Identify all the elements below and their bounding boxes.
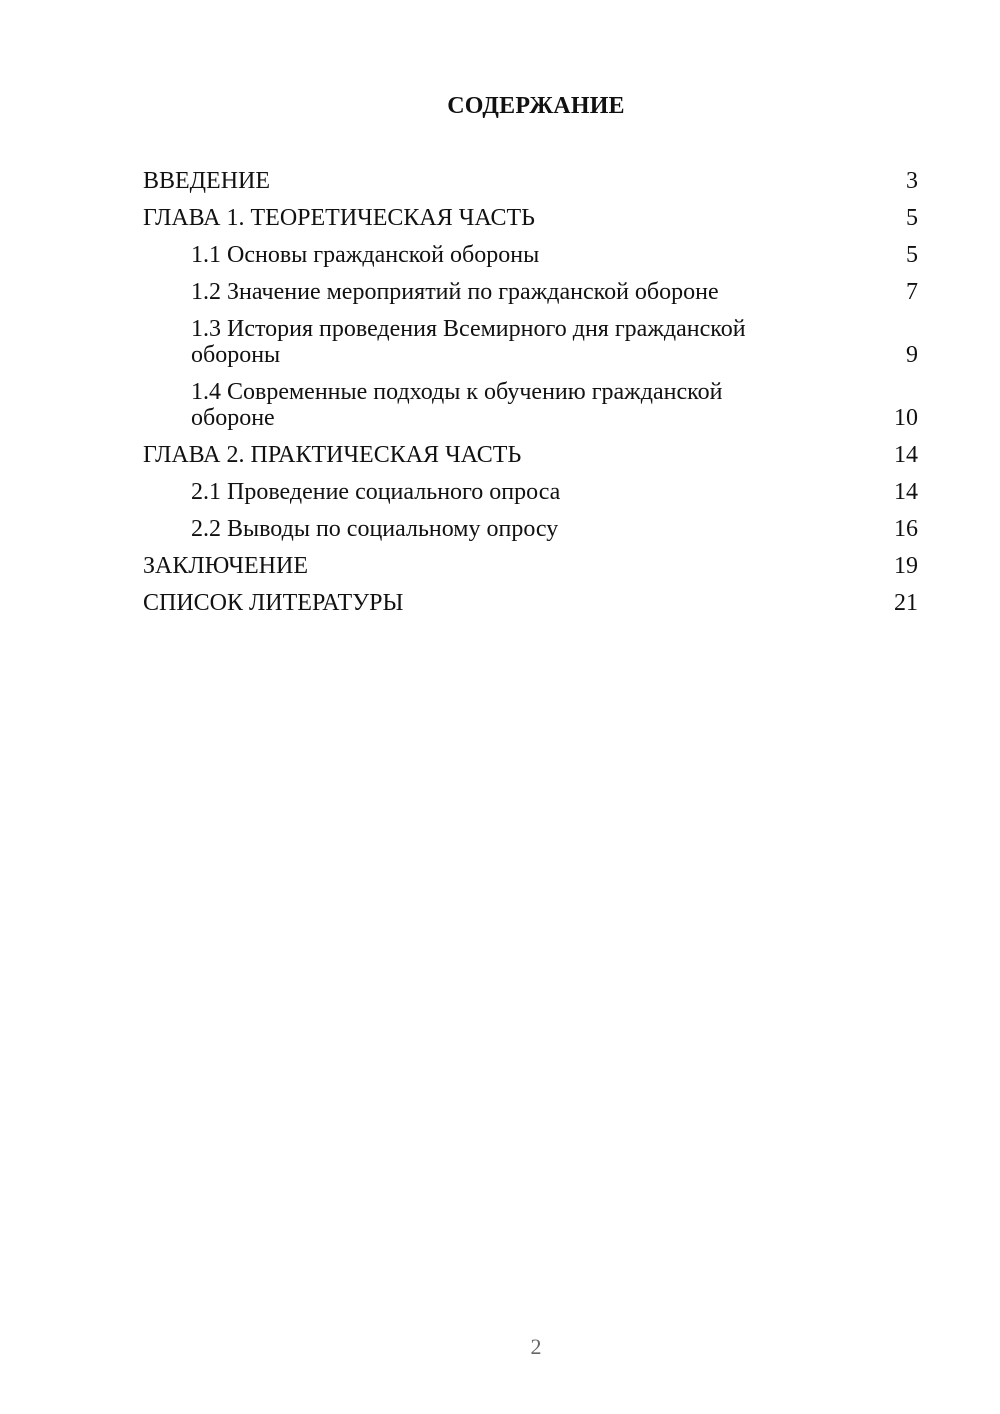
toc-entry-page: 5 [906,242,918,268]
toc-entry-section-2-2[interactable] [143,516,918,542]
toc-entry-chapter-1[interactable] [143,205,918,231]
toc-entry-page: 19 [894,553,918,579]
toc-entry-section-2-1[interactable] [143,479,918,505]
toc-entry-introduction[interactable] [143,168,918,194]
toc-entry-page: 5 [906,205,918,231]
toc-entry-section-1-3[interactable] [143,316,918,368]
toc-entry-page: 10 [894,405,918,431]
toc-entry-page: 7 [906,279,918,305]
toc-entry-label: ГЛАВА 2. ПРАКТИЧЕСКАЯ ЧАСТЬ [143,442,522,468]
toc-entry-label: ВВЕДЕНИЕ [143,168,271,194]
table-of-contents [143,168,918,627]
toc-entry-conclusion[interactable] [143,553,918,579]
toc-entry-label: 2.1 Проведение социального опроса [191,479,561,505]
toc-entry-chapter-2[interactable] [143,442,918,468]
toc-entry-section-1-1[interactable] [143,242,918,268]
page-title: СОДЕРЖАНИЕ [447,93,625,119]
toc-entry-label: ЗАКЛЮЧЕНИЕ [143,553,308,579]
toc-entry-label: СПИСОК ЛИТЕРАТУРЫ [143,590,404,616]
toc-entry-label: 1.1 Основы гражданской обороны [191,242,540,268]
toc-entry-page: 14 [894,442,918,468]
toc-entry-section-1-2[interactable] [143,279,918,305]
toc-entry-page: 16 [894,516,918,542]
toc-entry-bibliography[interactable] [143,590,918,616]
toc-entry-page: 3 [906,168,918,194]
toc-entry-section-1-4[interactable] [143,379,918,431]
toc-entry-page: 14 [894,479,918,505]
toc-entry-label: 1.3 История проведения Всемирного дня гражданской обороны [191,316,746,368]
page-number: 2 [530,1334,542,1359]
toc-entry-label: 1.4 Современные подходы к обучению гражданской обороне [191,379,723,431]
toc-entry-label: 1.2 Значение мероприятий по гражданской обороне [191,279,719,305]
toc-entry-page: 21 [894,590,918,616]
toc-entry-page: 9 [906,342,918,368]
toc-entry-label: 2.2 Выводы по социальному опросу [191,516,559,542]
toc-entry-label: ГЛАВА 1. ТЕОРЕТИЧЕСКАЯ ЧАСТЬ [143,205,535,231]
